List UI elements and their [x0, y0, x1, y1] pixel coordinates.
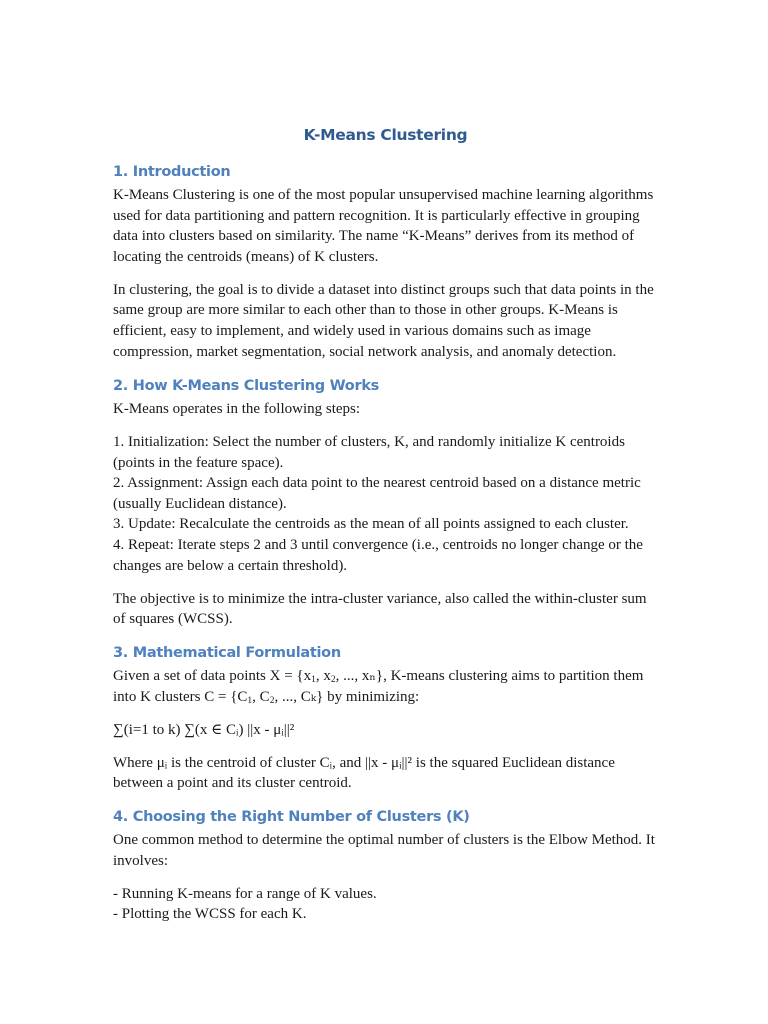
paragraph: The objective is to minimize the intra-cluster variance, also called the within-cluster sum of squares (WCSS).	[113, 590, 647, 628]
section-how-it-works	[113, 376, 658, 642]
bullet-list	[113, 884, 658, 925]
paragraph: K-Means operates in the following steps:	[113, 401, 361, 417]
list-item: 2. Assignment: Assign each data point to the nearest centroid based on a distance metric (usually Euclidean distance).	[113, 475, 641, 512]
section-choosing-k	[113, 807, 658, 925]
steps-list	[113, 432, 658, 576]
list-item: - Running K-means for a range of K values.	[113, 885, 377, 902]
paragraph: Where μᵢ is the centroid of cluster Cᵢ, and ||x - μᵢ||² is the squared Euclidean distance between a point and its cluster centroid.	[113, 754, 615, 792]
section-heading: 3. Mathematical Formulation	[113, 645, 341, 661]
section-heading: 1. Introduction	[113, 164, 231, 180]
paragraph: Given a set of data points $X = \{x_1$, $x_2$, ..., xₙ}, K-means clustering aims to partition them into K clusters $C = \{C_1$, $C_2$, ..., Cₖ} by minimizing:	[113, 668, 644, 706]
document-title: K-Means Clustering	[303, 126, 468, 144]
list-item: 1. Initialization: Select the number of clusters, K, and randomly initialize K centroids (points in the feature space).	[113, 433, 625, 471]
section-heading: 4. Choosing the Right Number of Clusters (K)	[113, 809, 470, 825]
list-item: 4. Repeat: Iterate steps 2 and 3 until convergence (i.e., centroids no longer change or the changes are below a certain threshold).	[113, 536, 643, 574]
section-heading: 2. How K-Means Clustering Works	[113, 378, 379, 394]
paragraph: In clustering, the goal is to divide a dataset into distinct groups such that data points in the same group are more similar to each other than to those in other groups. K-Means is efficient, easy to implement, and widely used in various domains such as image compression, market segmentation, social network analysis, and anomaly detection.	[113, 281, 654, 360]
list-item: 3. Update: Recalculate the centroids as the mean of all points assigned to each cluster.	[113, 516, 629, 533]
section-mathematical-formulation	[113, 643, 658, 806]
paragraph: K-Means Clustering is one of the most popular unsupervised machine learning algorithms used for data partitioning and pattern recognition. It is particularly effective in grouping data into clusters based on similarity. The name “K-Means” derives from its method of locating the centroids (means) of K clusters.	[113, 187, 654, 265]
list-item: - Plotting the WCSS for each K.	[113, 906, 307, 923]
paragraph: One common method to determine the optimal number of clusters is the Elbow Method. It involves:	[113, 832, 655, 869]
section-introduction	[113, 162, 658, 375]
formula: ∑(i=1 to k) ∑(x ∈ Cᵢ) ||x - μᵢ||²	[113, 721, 295, 738]
